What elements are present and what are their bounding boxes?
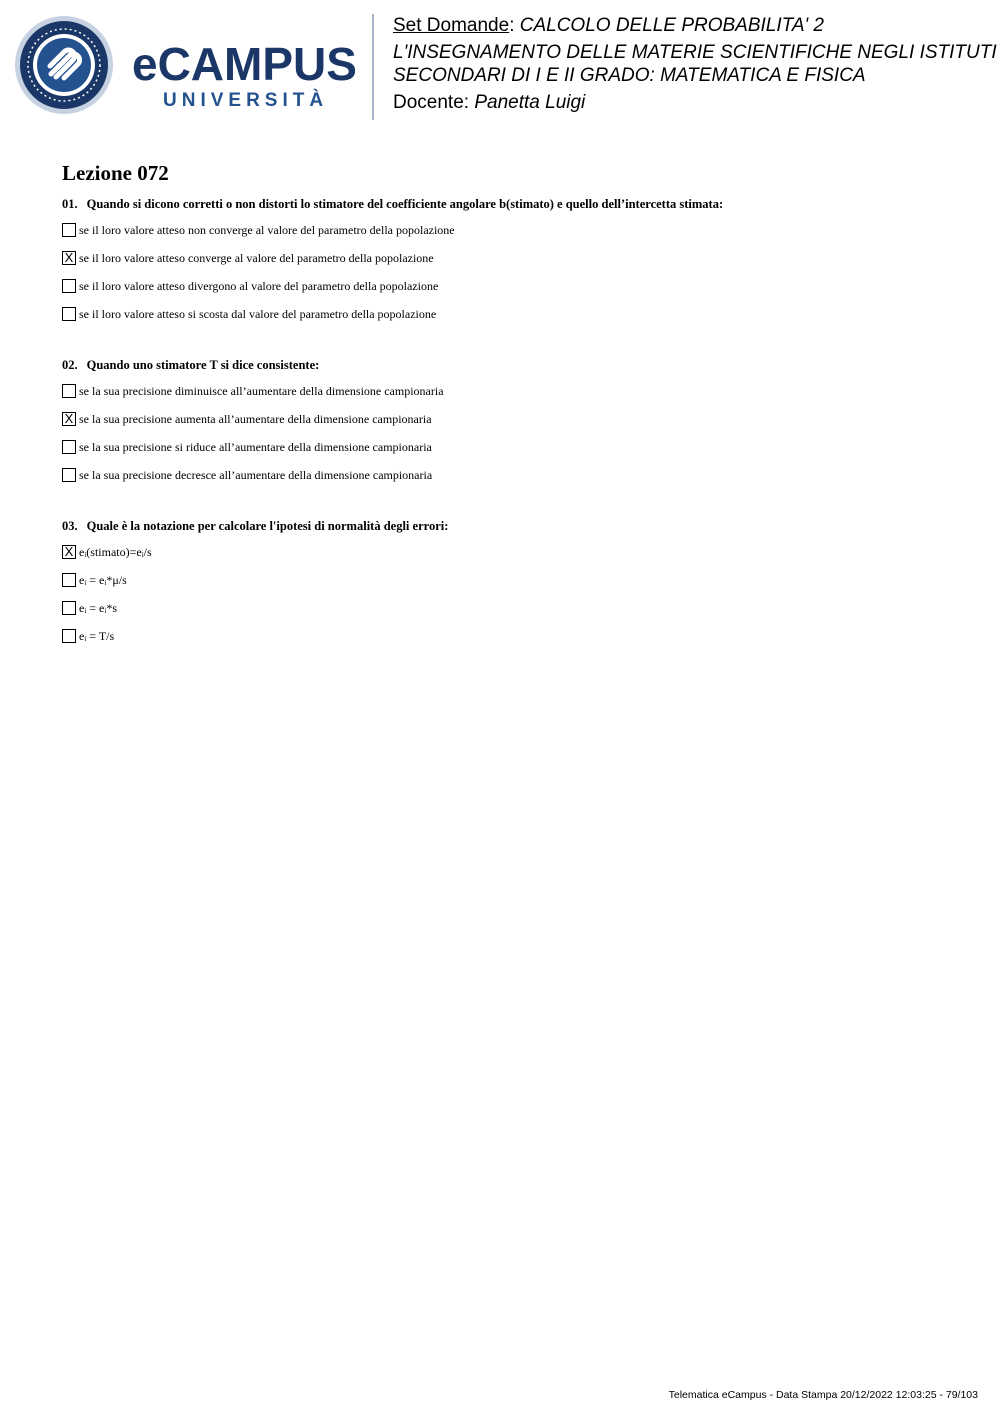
question-number: 01. [62, 197, 78, 211]
answer-checkbox[interactable] [62, 223, 76, 237]
set-label: Set Domande [393, 15, 510, 36]
answer-text: se la sua precisione decresce all’aumentare della dimensione campionaria [79, 468, 433, 482]
answer-option [62, 279, 982, 307]
answer-option [62, 545, 982, 573]
question-3 [62, 519, 982, 657]
question-list [62, 197, 982, 680]
svg-text:UNIVERSITÀ: UNIVERSITÀ [163, 90, 329, 111]
question-text [62, 358, 982, 372]
answer-checkbox[interactable]: X [62, 412, 76, 426]
answer-option [62, 601, 982, 629]
answer-checkbox[interactable]: X [62, 251, 76, 265]
teacher-label: Docente [393, 92, 464, 113]
course-line-1: L'INSEGNAMENTO DELLE MATERIE SCIENTIFICHE NEGLI ISTITUTI [393, 42, 997, 63]
question-prompt: Quando si dicono corretti o non distorti lo stimatore del coefficiente angolare b(stimato) e quello dell’intercetta stimata: [86, 197, 724, 211]
question-2 [62, 358, 982, 496]
header-divider [372, 14, 374, 120]
svg-text:eCAMPUS: eCAMPUS [132, 38, 357, 90]
answer-text: se il loro valore atteso divergono al valore del parametro della popolazione [79, 279, 439, 293]
answer-option [62, 251, 982, 279]
answer-option [62, 307, 982, 335]
question-number: 03. [62, 519, 78, 533]
teacher-name: Panetta Luigi [474, 92, 586, 113]
answer-option [62, 573, 982, 601]
question-prompt: Quale è la notazione per calcolare l'ipotesi di normalità degli errori: [86, 519, 449, 533]
set-title: CALCOLO DELLE PROBABILITA' 2 [519, 15, 824, 36]
answer-checkbox[interactable] [62, 384, 76, 398]
answer-checkbox[interactable] [62, 629, 76, 643]
ecampus-logo [14, 14, 359, 116]
question-text [62, 519, 982, 533]
answer-option [62, 629, 982, 657]
answer-text: eᵢ = eᵢ*s [79, 601, 118, 615]
question-text [62, 197, 982, 211]
header-info [393, 14, 997, 114]
answer-option [62, 384, 982, 412]
answer-option [62, 223, 982, 251]
answer-checkbox[interactable] [62, 440, 76, 454]
course-line-2: SECONDARI DI I E II GRADO: MATEMATICA E FISICA [393, 65, 866, 86]
answer-option [62, 440, 982, 468]
answer-option [62, 412, 982, 440]
answer-text: eᵢ = eᵢ*μ/s [79, 573, 127, 587]
answer-text: se la sua precisione aumenta all’aumentare della dimensione campionaria [79, 412, 432, 426]
answer-checkbox[interactable] [62, 307, 76, 321]
set-row: Set Domande: CALCOLO DELLE PROBABILITA' 2 [393, 15, 824, 36]
question-prompt: Quando uno stimatore T si dice consistente: [86, 358, 320, 372]
answer-text: se la sua precisione diminuisce all’aumentare della dimensione campionaria [79, 384, 444, 398]
answer-checkbox[interactable] [62, 468, 76, 482]
print-footer: Telematica eCampus - Data Stampa 20/12/2022 12:03:25 - 79/103 [668, 1389, 978, 1401]
teacher-row: Docente: Panetta Luigi [393, 92, 586, 113]
ecampus-emblem-icon [14, 14, 359, 116]
answer-text: eᵢ(stimato)=eᵢ/s [79, 545, 152, 559]
lesson-title: Lezione 072 [62, 161, 169, 185]
answer-checkbox[interactable]: X [62, 545, 76, 559]
answer-text: se il loro valore atteso si scosta dal valore del parametro della popolazione [79, 307, 437, 321]
answer-text: se il loro valore atteso converge al valore del parametro della popolazione [79, 251, 434, 265]
question-1 [62, 197, 982, 335]
answer-checkbox[interactable] [62, 279, 76, 293]
answer-text: se la sua precisione si riduce all’aumentare della dimensione campionaria [79, 440, 432, 454]
answer-checkbox[interactable] [62, 573, 76, 587]
question-number: 02. [62, 358, 78, 372]
answer-option [62, 468, 982, 496]
answer-text: se il loro valore atteso non converge al valore del parametro della popolazione [79, 223, 455, 237]
answer-checkbox[interactable] [62, 601, 76, 615]
answer-text: eᵢ = T/s [79, 629, 115, 643]
